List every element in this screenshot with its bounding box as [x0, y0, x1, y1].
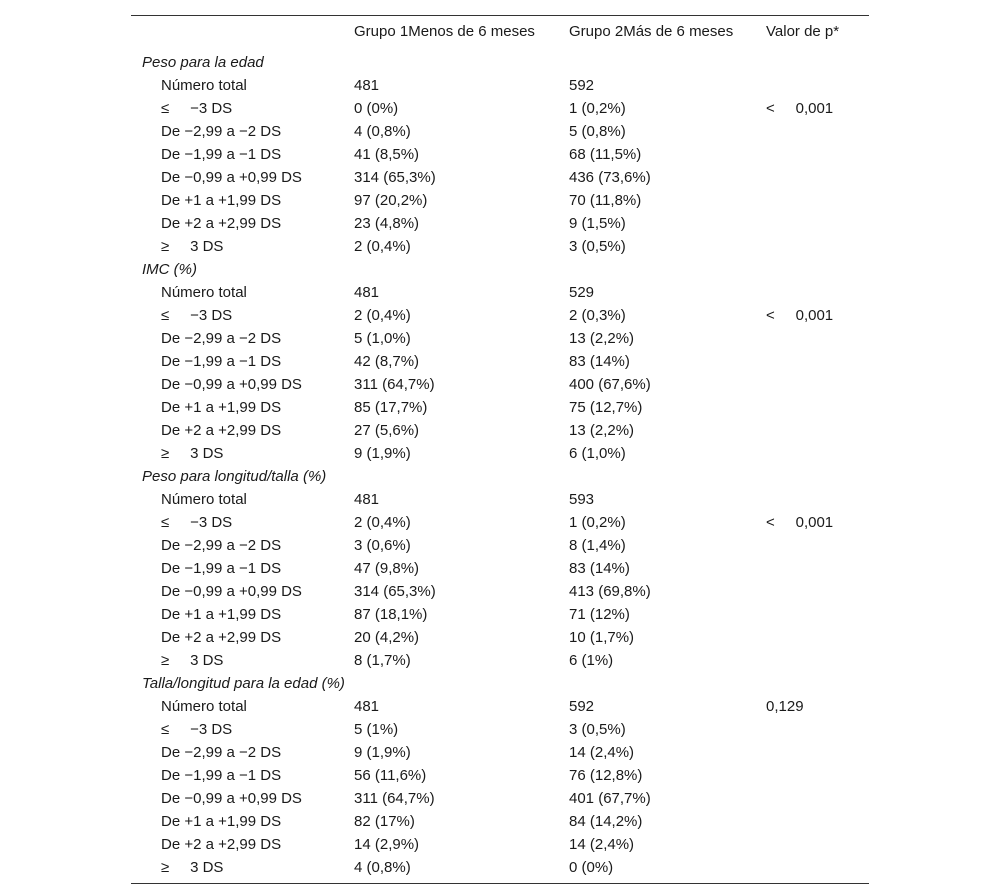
group1-value: 82 (17%) — [354, 813, 415, 830]
table-row — [131, 396, 869, 419]
table-row — [131, 166, 869, 189]
table-row — [131, 649, 869, 672]
row-label: ≤ −3 DS — [161, 100, 233, 117]
group2-value: 8 (1,4%) — [569, 537, 626, 554]
table-row — [131, 120, 869, 143]
table-row — [131, 626, 869, 649]
table-row — [131, 74, 869, 97]
group2-value: 13 (2,2%) — [569, 330, 635, 347]
table-row — [131, 442, 869, 465]
table-row — [131, 373, 869, 396]
table-row — [131, 235, 869, 258]
header-group1: Grupo 1Menos de 6 meses — [354, 23, 535, 40]
group1-value: 4 (0,8%) — [354, 123, 411, 140]
table-row — [131, 511, 869, 534]
table-row — [131, 212, 869, 235]
row-label: De +2 a +2,99 DS — [161, 629, 282, 646]
table-row — [131, 143, 869, 166]
row-label: Número total — [161, 284, 247, 301]
row-label: De +2 a +2,99 DS — [161, 422, 282, 439]
group2-value: 83 (14%) — [569, 353, 630, 370]
group1-value: 314 (65,3%) — [354, 583, 436, 600]
row-label: De −1,99 a −1 DS — [161, 353, 282, 370]
row-label: De +2 a +2,99 DS — [161, 215, 282, 232]
group2-value: 14 (2,4%) — [569, 744, 635, 761]
group1-value: 41 (8,5%) — [354, 146, 420, 163]
group2-value: 5 (0,8%) — [569, 123, 626, 140]
table-row — [131, 833, 869, 856]
group1-value: 20 (4,2%) — [354, 629, 420, 646]
table-row — [131, 741, 869, 764]
group1-value: 481 — [354, 77, 380, 94]
table-row — [131, 856, 869, 879]
group2-value: 14 (2,4%) — [569, 836, 635, 853]
section-title: Peso para longitud/talla (%) — [142, 468, 327, 485]
row-label: De +2 a +2,99 DS — [161, 836, 282, 853]
section-header-row — [131, 672, 869, 695]
row-label: De −0,99 a +0,99 DS — [161, 583, 302, 600]
table-row — [131, 718, 869, 741]
section-header-row — [131, 51, 869, 74]
table-row — [131, 419, 869, 442]
group1-value: 0 (0%) — [354, 100, 399, 117]
group1-value: 27 (5,6%) — [354, 422, 420, 439]
group2-value: 76 (12,8%) — [569, 767, 643, 784]
group1-value: 481 — [354, 491, 380, 508]
group1-value: 97 (20,2%) — [354, 192, 428, 209]
group1-value: 85 (17,7%) — [354, 399, 428, 416]
row-label: ≥ 3 DS — [161, 652, 224, 669]
table-row — [131, 787, 869, 810]
group1-value: 311 (64,7%) — [354, 376, 435, 393]
row-label: ≥ 3 DS — [161, 238, 224, 255]
group2-value: 6 (1,0%) — [569, 445, 626, 462]
group1-value: 2 (0,4%) — [354, 514, 411, 531]
row-label: De +1 a +1,99 DS — [161, 399, 282, 416]
group1-value: 2 (0,4%) — [354, 307, 411, 324]
group1-value: 8 (1,7%) — [354, 652, 411, 669]
group1-value: 3 (0,6%) — [354, 537, 411, 554]
group2-value: 592 — [569, 77, 595, 94]
group2-value: 10 (1,7%) — [569, 629, 635, 646]
group2-value: 6 (1%) — [569, 652, 614, 669]
table-header-row — [131, 16, 869, 48]
group2-value: 3 (0,5%) — [569, 721, 626, 738]
group1-value: 5 (1,0%) — [354, 330, 411, 347]
section-title: Peso para la edad — [142, 54, 264, 71]
group2-value: 1 (0,2%) — [569, 514, 626, 531]
table-row — [131, 764, 869, 787]
group1-value: 23 (4,8%) — [354, 215, 420, 232]
group2-value: 71 (12%) — [569, 606, 630, 623]
table-row — [131, 350, 869, 373]
row-label: ≤ −3 DS — [161, 514, 233, 531]
group2-value: 592 — [569, 698, 595, 715]
header-group2: Grupo 2Más de 6 meses — [569, 23, 734, 40]
group2-value: 401 (67,7%) — [569, 790, 651, 807]
section-header-row — [131, 465, 869, 488]
row-label: ≤ −3 DS — [161, 307, 233, 324]
row-label: De −1,99 a −1 DS — [161, 560, 282, 577]
group2-value: 436 (73,6%) — [569, 169, 651, 186]
p-value: < 0,001 — [766, 307, 834, 324]
group1-value: 56 (11,6%) — [354, 767, 427, 784]
row-label: ≥ 3 DS — [161, 445, 224, 462]
group2-value: 9 (1,5%) — [569, 215, 626, 232]
row-label: De −0,99 a +0,99 DS — [161, 169, 302, 186]
row-label: De −2,99 a −2 DS — [161, 744, 282, 761]
section-header-row — [131, 258, 869, 281]
row-label: Número total — [161, 491, 247, 508]
group2-value: 2 (0,3%) — [569, 307, 626, 324]
table-row — [131, 304, 869, 327]
row-label: De +1 a +1,99 DS — [161, 192, 282, 209]
group1-value: 481 — [354, 698, 380, 715]
table-row — [131, 189, 869, 212]
group2-value: 3 (0,5%) — [569, 238, 626, 255]
group2-value: 70 (11,8%) — [569, 192, 642, 209]
p-value: 0,129 — [766, 698, 804, 715]
table-row — [131, 580, 869, 603]
p-value: < 0,001 — [766, 514, 834, 531]
group1-value: 14 (2,9%) — [354, 836, 420, 853]
group2-value: 83 (14%) — [569, 560, 630, 577]
row-label: De −2,99 a −2 DS — [161, 330, 282, 347]
row-label: De −2,99 a −2 DS — [161, 537, 282, 554]
row-label: De −1,99 a −1 DS — [161, 767, 282, 784]
row-label: De −0,99 a +0,99 DS — [161, 376, 302, 393]
group1-value: 4 (0,8%) — [354, 859, 411, 876]
table-row — [131, 97, 869, 120]
row-label: Número total — [161, 77, 247, 94]
group1-value: 314 (65,3%) — [354, 169, 436, 186]
row-label: ≤ −3 DS — [161, 721, 233, 738]
group1-value: 2 (0,4%) — [354, 238, 411, 255]
group2-value: 0 (0%) — [569, 859, 614, 876]
table-row — [131, 603, 869, 626]
group2-value: 75 (12,7%) — [569, 399, 643, 416]
group1-value: 311 (64,7%) — [354, 790, 435, 807]
group1-value: 87 (18,1%) — [354, 606, 428, 623]
group2-value: 84 (14,2%) — [569, 813, 643, 830]
row-label: De +1 a +1,99 DS — [161, 606, 282, 623]
table-row — [131, 281, 869, 304]
section-title: IMC (%) — [142, 261, 197, 278]
group1-value: 47 (9,8%) — [354, 560, 420, 577]
group2-value: 400 (67,6%) — [569, 376, 651, 393]
group2-value: 593 — [569, 491, 595, 508]
table-bottom-rule — [131, 883, 869, 884]
row-label: ≥ 3 DS — [161, 859, 224, 876]
section-title: Talla/longitud para la edad (%) — [142, 675, 345, 692]
table-row — [131, 534, 869, 557]
header-p-value: Valor de p* — [766, 23, 840, 40]
p-value: < 0,001 — [766, 100, 834, 117]
data-table — [131, 15, 869, 884]
group1-value: 9 (1,9%) — [354, 744, 411, 761]
row-label: De +1 a +1,99 DS — [161, 813, 282, 830]
group2-value: 68 (11,5%) — [569, 146, 642, 163]
group1-value: 481 — [354, 284, 380, 301]
group2-value: 1 (0,2%) — [569, 100, 626, 117]
group1-value: 42 (8,7%) — [354, 353, 420, 370]
table-body — [131, 48, 869, 883]
table-row — [131, 695, 869, 718]
table-row — [131, 488, 869, 511]
row-label: De −0,99 a +0,99 DS — [161, 790, 302, 807]
group2-value: 413 (69,8%) — [569, 583, 651, 600]
group1-value: 5 (1%) — [354, 721, 399, 738]
table-row — [131, 810, 869, 833]
group2-value: 529 — [569, 284, 595, 301]
table-row — [131, 557, 869, 580]
group2-value: 13 (2,2%) — [569, 422, 635, 439]
group1-value: 9 (1,9%) — [354, 445, 411, 462]
table-row — [131, 327, 869, 350]
row-label: Número total — [161, 698, 247, 715]
row-label: De −2,99 a −2 DS — [161, 123, 282, 140]
row-label: De −1,99 a −1 DS — [161, 146, 282, 163]
